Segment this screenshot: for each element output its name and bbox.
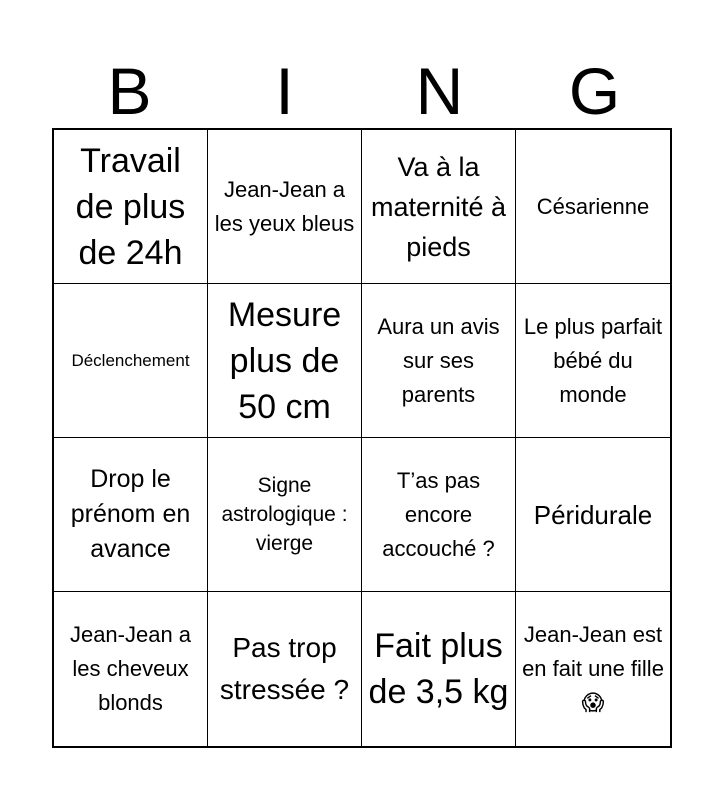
bingo-cell-1-1[interactable] xyxy=(54,130,208,284)
bingo-cell-1-4[interactable] xyxy=(516,130,670,284)
bingo-header xyxy=(52,48,672,128)
bingo-cell-4-3[interactable] xyxy=(362,592,516,746)
cell-text: Péridurale xyxy=(533,499,653,530)
cell-text: Va à la maternité à pieds xyxy=(370,151,507,262)
cell-text: Le plus parfait bébé du monde xyxy=(523,313,663,407)
cell-text: Jean-Jean est en fait une fille 😱 xyxy=(522,622,664,715)
cell-text: Drop le prénom en avance xyxy=(70,465,191,563)
header-letter-b: B xyxy=(107,54,152,128)
cell-text: Travail de plus de 24h xyxy=(75,141,186,272)
bingo-cell-3-3[interactable] xyxy=(362,438,516,592)
cell-text: Césarienne xyxy=(536,193,650,219)
cell-text: Jean-Jean a les yeux bleus xyxy=(214,176,355,236)
cell-text: Signe astrologique : vierge xyxy=(221,474,348,555)
cell-text: Jean-Jean a les cheveux blonds xyxy=(69,622,192,715)
cell-text: Pas trop stressée ? xyxy=(219,632,350,705)
bingo-cell-1-3[interactable] xyxy=(362,130,516,284)
bingo-cell-2-1[interactable] xyxy=(54,284,208,438)
cell-text: Déclenchement xyxy=(71,350,190,370)
header-letter-n: N xyxy=(415,54,464,128)
cell-text: Fait plus de 3,5 kg xyxy=(368,627,509,711)
bingo-cell-3-1[interactable] xyxy=(54,438,208,592)
header-letter-g: G xyxy=(568,54,621,128)
cell-text: Aura un avis sur ses parents xyxy=(377,313,500,407)
bingo-cell-2-2[interactable] xyxy=(208,284,362,438)
bingo-cell-4-1[interactable] xyxy=(54,592,208,746)
header-letter-i: I xyxy=(275,54,294,128)
bingo-cell-2-4[interactable] xyxy=(516,284,670,438)
cell-text: T’as pas encore accouché ? xyxy=(382,467,495,561)
bingo-cell-3-2[interactable] xyxy=(208,438,362,592)
bingo-cell-1-2[interactable] xyxy=(208,130,362,284)
bingo-cell-2-3[interactable] xyxy=(362,284,516,438)
bingo-cell-3-4[interactable] xyxy=(516,438,670,592)
bingo-cell-4-4[interactable] xyxy=(516,592,670,746)
bingo-grid xyxy=(52,128,672,748)
cell-text: Mesure plus de 50 cm xyxy=(227,295,342,426)
bingo-cell-4-2[interactable] xyxy=(208,592,362,746)
